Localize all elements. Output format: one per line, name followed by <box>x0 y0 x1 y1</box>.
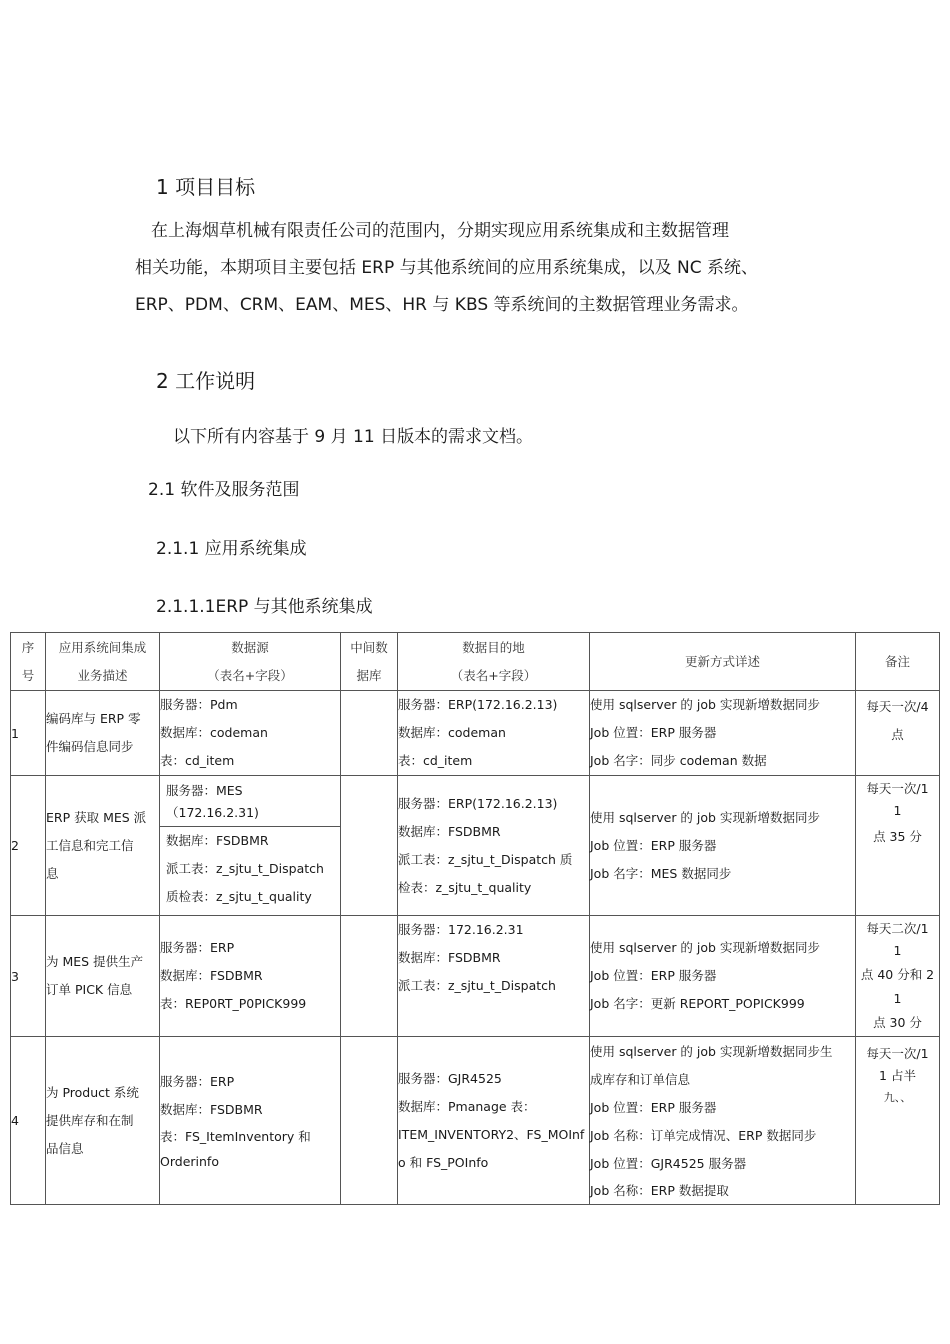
row-note: 每天二次/1 1 点 40 分和 2 1 点 30 分 <box>856 916 940 1037</box>
header-target: 数据目的地 （表名+字段） <box>398 633 590 691</box>
row-desc: 编码库与 ERP 零 件编码信息同步 <box>46 691 160 776</box>
row-seq: 2 <box>11 776 46 916</box>
table-header-row <box>11 633 940 691</box>
paragraph-line: ERP、PDM、CRM、EAM、MES、HR 与 KBS 等系统间的主数据管理业务需求。 <box>135 295 749 315</box>
section2-title: 2 工作说明 <box>156 369 256 393</box>
header-desc: 应用系统间集成 业务描述 <box>46 633 160 691</box>
section2-intro: 以下所有内容基于 9 月 11 日版本的需求文档。 <box>173 427 534 447</box>
header-seq: 序 号 <box>11 633 46 691</box>
table-row <box>11 776 940 916</box>
row-note: 每天一次/1 1 占半 九、、 <box>856 1037 940 1205</box>
row-target: 服务器：ERP(172.16.2.13) 数据库：FSDBMR 派工表：z_sjtu_t_Dispatch 质 检表：z_sjtu_t_quality <box>398 776 590 916</box>
subsection-heading: 2.1.1.1ERP 与其他系统集成 <box>156 597 373 617</box>
row-method: 使用 sqlserver 的 job 实现新增数据同步 Job 位置：ERP 服务器 Job 名字：更新 REPORT_POPICK999 <box>590 916 856 1037</box>
subsection-heading: 2.1 软件及服务范围 <box>148 480 300 500</box>
table-row <box>11 1037 940 1205</box>
row-method: 使用 sqlserver 的 job 实现新增数据同步生 成库存和订单信息 Job 位置：ERP 服务器 Job 名称：订单完成情况、ERP 数据同步 Job 位置：GJR4525 服务器 Job 名称：ERP 数据提取 <box>590 1037 856 1205</box>
table-row <box>11 916 940 1037</box>
paragraph-line: 相关功能，本期项目主要包括 ERP 与其他系统间的应用系统集成，以及 NC 系统、 <box>135 258 759 278</box>
row-target: 服务器：172.16.2.31 数据库：FSDBMR 派工表：z_sjtu_t_Dispatch <box>398 916 590 1037</box>
header-middle: 中间数 据库 <box>341 633 398 691</box>
row-target: 服务器：GJR4525 数据库：Pmanage 表： ITEM_INVENTORY2、FS_MOInf o 和 FS_POInfo <box>398 1037 590 1205</box>
row-method: 使用 sqlserver 的 job 实现新增数据同步 Job 位置：ERP 服务器 Job 名字：MES 数据同步 <box>590 776 856 916</box>
row-seq: 3 <box>11 916 46 1037</box>
header-method: 更新方式详述 <box>590 633 856 691</box>
subsection-heading: 2.1.1 应用系统集成 <box>156 539 307 559</box>
section1-paragraph <box>135 213 825 324</box>
row-seq: 4 <box>11 1037 46 1205</box>
row-middle <box>341 1037 398 1205</box>
row-desc: 为 Product 系统 提供库存和在制 品信息 <box>46 1037 160 1205</box>
row-desc: 为 MES 提供生产 订单 PICK 信息 <box>46 916 160 1037</box>
row-source: 服务器：ERP 数据库：FSDBMR 表：FS_ItemInventory 和 Orderinfo <box>160 1037 341 1205</box>
header-source: 数据源 （表名+字段） <box>160 633 341 691</box>
row-middle <box>341 916 398 1037</box>
row-method: 使用 sqlserver 的 job 实现新增数据同步 Job 位置：ERP 服务器 Job 名字：同步 codeman 数据 <box>590 691 856 776</box>
row-middle <box>341 776 398 916</box>
row-note: 每天一次/4 点 <box>856 691 940 776</box>
row-source: 服务器：MES （172.16.2.31) 数据库：FSDBMR 派工表：z_sjtu_t_Dispatch 质检表：z_sjtu_t_quality <box>160 776 341 916</box>
row-source: 服务器：Pdm 数据库：codeman 表：cd_item <box>160 691 341 776</box>
row-note: 每天一次/1 1 点 35 分 <box>856 776 940 916</box>
source-server-block: 服务器：MES （172.16.2.31) <box>160 776 340 827</box>
row-seq: 1 <box>11 691 46 776</box>
row-target: 服务器：ERP(172.16.2.13) 数据库：codeman 表：cd_item <box>398 691 590 776</box>
section1-title: 1 项目目标 <box>156 175 256 199</box>
row-source: 服务器：ERP 数据库：FSDBMR 表：REP0RT_P0PICK999 <box>160 916 341 1037</box>
header-note: 备注 <box>856 633 940 691</box>
row-desc: ERP 获取 MES 派 工信息和完工信 息 <box>46 776 160 916</box>
table-row <box>11 691 940 776</box>
paragraph-line: 在上海烟草机械有限责任公司的范围内，分期实现应用系统集成和主数据管理 <box>151 221 729 241</box>
integration-table <box>10 632 940 1205</box>
row-middle <box>341 691 398 776</box>
